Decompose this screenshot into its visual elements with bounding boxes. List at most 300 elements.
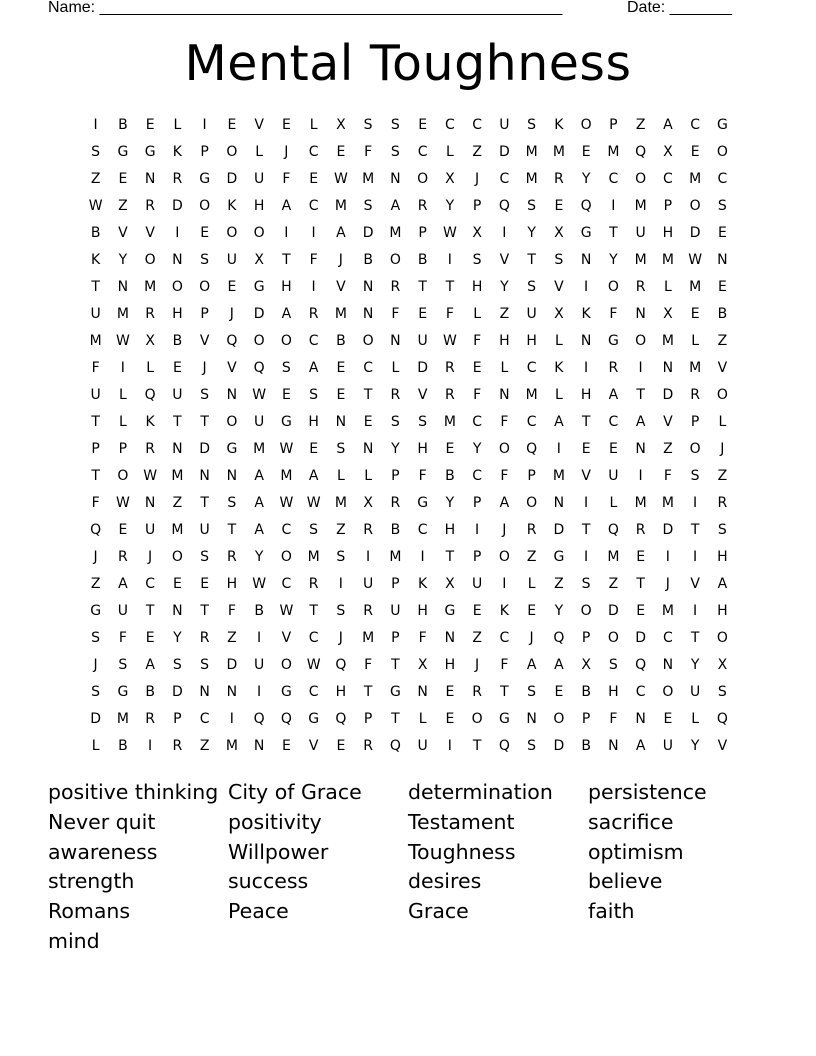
grid-letter: K [581, 306, 591, 322]
grid-letter: S [527, 198, 537, 214]
grid-letter: H [253, 198, 265, 214]
grid-letter: O [117, 468, 129, 484]
word-search-grid [82, 112, 736, 760]
grid-letter: O [716, 630, 728, 646]
grid-letter: C [281, 576, 292, 592]
grid-letter: I [447, 738, 452, 754]
grid-letter: E [145, 117, 155, 133]
grid-letter: S [390, 414, 400, 430]
grid-letter: G [498, 711, 510, 727]
grid-letter: W [115, 495, 130, 511]
grid-letter: Q [389, 738, 401, 754]
grid-letter: P [609, 117, 618, 133]
grid-letter: G [117, 144, 129, 160]
word-list-item: mind [48, 928, 100, 953]
grid-row [82, 652, 736, 679]
grid-letter: S [200, 657, 210, 673]
grid-letter: B [172, 333, 183, 349]
grid-letter: L [527, 576, 536, 592]
grid-letter: F [500, 657, 509, 673]
grid-letter: U [172, 387, 183, 403]
grid-letter: L [500, 360, 509, 376]
grid-letter: P [690, 414, 700, 430]
grid-letter: E [554, 198, 564, 214]
grid-letter: I [638, 468, 643, 484]
grid-letter: Y [500, 279, 509, 295]
grid-letter: V [581, 468, 591, 484]
grid-letter: Y [690, 657, 700, 673]
grid-letter: B [581, 684, 591, 700]
grid-letter: B [90, 225, 101, 241]
grid-letter: A [254, 495, 264, 511]
grid-letter: W [306, 495, 321, 511]
grid-letter: M [634, 252, 647, 268]
word-list-item: strength [48, 869, 135, 894]
grid-letter: M [116, 711, 129, 727]
word-list-item: success [228, 869, 309, 894]
grid-letter: R [172, 171, 183, 187]
grid-letter: I [665, 549, 670, 565]
grid-letter: O [171, 279, 183, 295]
grid-letter: R [363, 522, 373, 538]
grid-letter: V [281, 630, 292, 646]
grid-letter: V [254, 117, 264, 133]
grid-letter: E [472, 360, 482, 376]
grid-letter: L [718, 414, 727, 430]
grid-letter: P [118, 441, 128, 457]
grid-letter: S [227, 495, 237, 511]
grid-letter: C [444, 117, 455, 133]
grid-letter: G [280, 414, 292, 430]
header [48, 0, 748, 20]
grid-letter: O [635, 333, 647, 349]
grid-letter: R [635, 279, 646, 295]
grid-letter: O [689, 198, 701, 214]
grid-letter: W [688, 252, 703, 268]
grid-letter: T [581, 414, 591, 430]
grid-letter: T [609, 225, 618, 241]
grid-letter: P [200, 144, 209, 160]
grid-letter: R [172, 738, 183, 754]
grid-letter: N [662, 657, 674, 673]
grid-letter: Q [635, 144, 647, 160]
grid-letter: M [171, 522, 184, 538]
grid-letter: D [689, 225, 701, 241]
grid-letter: X [445, 171, 455, 187]
grid-letter: G [553, 549, 565, 565]
grid-letter: A [635, 738, 646, 754]
grid-letter: J [502, 522, 507, 538]
grid-letter: R [390, 495, 401, 511]
grid-letter: E [608, 441, 618, 457]
grid-letter: U [199, 522, 210, 538]
grid-letter: R [145, 711, 155, 727]
grid-letter: Z [199, 738, 210, 754]
grid-row [82, 139, 736, 166]
grid-letter: F [500, 468, 509, 484]
grid-letter: M [661, 603, 674, 619]
grid-row [82, 301, 736, 328]
grid-letter: U [417, 738, 428, 754]
grid-letter: C [717, 171, 728, 187]
grid-letter: I [311, 279, 316, 295]
grid-letter: N [635, 306, 646, 322]
grid-letter: N [117, 279, 129, 295]
grid-letter: R [145, 198, 155, 214]
grid-letter: Y [254, 549, 264, 565]
grid-letter: K [418, 576, 428, 592]
grid-row [82, 598, 736, 625]
grid-letter: K [499, 603, 509, 619]
grid-letter: V [690, 576, 700, 592]
grid-letter: T [309, 603, 318, 619]
grid-letter: C [662, 630, 673, 646]
grid-letter: I [202, 117, 207, 133]
grid-letter: I [229, 711, 234, 727]
grid-letter: T [391, 657, 400, 673]
grid-letter: M [525, 171, 538, 187]
grid-letter: B [390, 522, 401, 538]
grid-letter: L [609, 495, 618, 511]
grid-letter: L [445, 144, 454, 160]
grid-letter: R [717, 495, 728, 511]
grid-letter: T [91, 279, 100, 295]
grid-letter: I [175, 225, 180, 241]
grid-letter: I [584, 279, 589, 295]
grid-letter: N [390, 333, 401, 349]
grid-letter: E [172, 576, 182, 592]
grid-letter: R [118, 549, 128, 565]
grid-letter: E [418, 117, 428, 133]
grid-letter: M [171, 468, 184, 484]
grid-letter: Z [717, 468, 728, 484]
grid-letter: U [90, 306, 101, 322]
grid-letter: N [226, 387, 238, 403]
grid-letter: G [117, 684, 129, 700]
grid-letter: E [145, 630, 155, 646]
grid-letter: E [636, 603, 646, 619]
grid-letter: K [554, 360, 564, 376]
grid-letter: U [690, 684, 701, 700]
grid-letter: C [662, 171, 673, 187]
grid-letter: O [471, 711, 483, 727]
grid-letter: S [336, 441, 346, 457]
grid-letter: L [418, 711, 427, 727]
grid-letter: D [253, 306, 265, 322]
grid-letter: Z [499, 306, 510, 322]
grid-letter: D [171, 198, 183, 214]
grid-letter: M [89, 333, 102, 349]
grid-letter: I [284, 225, 289, 241]
grid-letter: E [690, 144, 700, 160]
grid-row [82, 571, 736, 598]
grid-letter: T [445, 279, 455, 295]
grid-letter: R [608, 360, 619, 376]
grid-letter: O [607, 279, 619, 295]
grid-letter: Y [581, 171, 591, 187]
grid-row [82, 544, 736, 571]
grid-letter: M [525, 144, 538, 160]
grid-letter: I [584, 495, 589, 511]
grid-letter: N [226, 684, 238, 700]
grid-letter: S [717, 198, 727, 214]
grid-letter: I [148, 738, 153, 754]
grid-letter: J [475, 657, 480, 673]
grid-letter: L [554, 333, 563, 349]
grid-letter: F [91, 495, 100, 511]
grid-letter: M [525, 387, 538, 403]
grid-letter: E [527, 603, 537, 619]
grid-letter: E [690, 306, 700, 322]
grid-letter: X [363, 495, 373, 511]
grid-letter: O [280, 657, 292, 673]
grid-letter: Z [608, 576, 619, 592]
grid-letter: O [362, 333, 374, 349]
grid-letter: W [442, 333, 457, 349]
grid-letter: E [663, 711, 673, 727]
word-list-item: awareness [48, 839, 158, 864]
grid-letter: M [225, 738, 238, 754]
grid-letter: O [716, 144, 728, 160]
grid-letter: N [362, 279, 374, 295]
grid-letter: G [580, 225, 592, 241]
grid-letter: B [445, 468, 455, 484]
grid-letter: Q [144, 387, 156, 403]
grid-letter: E [336, 738, 346, 754]
grid-letter: C [199, 711, 210, 727]
grid-letter: P [527, 468, 536, 484]
grid-letter: T [227, 522, 237, 538]
grid-letter: E [172, 360, 182, 376]
grid-letter: Z [554, 576, 564, 592]
grid-letter: E [336, 360, 346, 376]
grid-letter: E [554, 684, 564, 700]
grid-letter: N [580, 252, 592, 268]
grid-letter: U [254, 171, 265, 187]
grid-letter: H [335, 684, 347, 700]
grid-letter: E [636, 549, 646, 565]
grid-letter: F [418, 630, 427, 646]
grid-letter: L [255, 144, 264, 160]
name-field-label: Name: ____________________________________________________ [48, 0, 563, 16]
grid-letter: N [390, 171, 401, 187]
grid-letter: Q [716, 711, 728, 727]
grid-letter: T [173, 414, 182, 430]
grid-letter: R [390, 279, 401, 295]
grid-letter: Z [227, 630, 237, 646]
grid-letter: D [199, 441, 211, 457]
grid-letter: F [364, 144, 373, 160]
grid-letter: H [444, 522, 456, 538]
grid-letter: M [389, 225, 402, 241]
grid-letter: C [499, 630, 510, 646]
grid-letter: H [444, 657, 456, 673]
grid-letter: I [475, 522, 480, 538]
grid-letter: S [390, 117, 400, 133]
word-list-item: Toughness [408, 839, 516, 864]
grid-letter: S [363, 198, 373, 214]
grid-letter: N [226, 468, 238, 484]
grid-letter: F [91, 360, 100, 376]
grid-letter: D [662, 387, 674, 403]
grid-letter: Q [635, 657, 647, 673]
grid-letter: C [499, 171, 510, 187]
grid-letter: X [336, 117, 346, 133]
grid-letter: U [635, 225, 646, 241]
grid-letter: Z [635, 117, 646, 133]
grid-letter: M [280, 468, 293, 484]
grid-letter: J [529, 630, 534, 646]
grid-letter: J [338, 630, 343, 646]
grid-letter: N [608, 738, 619, 754]
grid-letter: V [336, 279, 346, 295]
grid-letter: R [363, 603, 373, 619]
grid-letter: A [390, 198, 401, 214]
grid-letter: T [363, 387, 373, 403]
word-list-item: positive thinking [48, 780, 219, 804]
word-list-item: Peace [228, 899, 289, 924]
grid-letter: G [444, 603, 456, 619]
grid-letter: M [362, 630, 375, 646]
grid-row [82, 436, 736, 463]
grid-letter: I [584, 549, 589, 565]
grid-letter: O [498, 441, 510, 457]
grid-letter: S [309, 387, 319, 403]
grid-letter: M [307, 549, 320, 565]
grid-letter: T [636, 387, 645, 403]
grid-letter: G [280, 684, 292, 700]
grid-letter: U [254, 657, 265, 673]
grid-letter: L [691, 711, 700, 727]
grid-letter: T [200, 495, 209, 511]
grid-row [82, 193, 736, 220]
grid-letter: N [499, 387, 510, 403]
grid-letter: E [281, 738, 291, 754]
grid-letter: X [472, 225, 482, 241]
grid-letter: H [717, 549, 728, 565]
grid-row [82, 517, 736, 544]
grid-letter: S [527, 279, 537, 295]
grid-letter: N [526, 711, 537, 727]
grid-letter: J [284, 144, 289, 160]
grid-letter: R [445, 360, 455, 376]
grid-letter: W [333, 171, 348, 187]
grid-letter: H [526, 333, 537, 349]
grid-letter: N [172, 252, 183, 268]
grid-letter: R [472, 684, 482, 700]
grid-letter: V [417, 387, 428, 403]
grid-letter: O [280, 333, 292, 349]
grid-letter: P [581, 711, 591, 727]
grid-letter: O [226, 144, 238, 160]
grid-row [82, 220, 736, 247]
grid-letter: X [717, 657, 728, 673]
grid-letter: V [199, 333, 210, 349]
grid-letter: K [227, 198, 237, 214]
word-list-item: desires [408, 869, 482, 894]
grid-letter: M [116, 306, 129, 322]
grid-letter: U [472, 576, 483, 592]
word-list-item: Romans [48, 899, 131, 924]
grid-letter: V [145, 225, 155, 241]
grid-letter: K [91, 252, 101, 268]
grid-letter: S [309, 522, 319, 538]
grid-letter: C [472, 117, 483, 133]
grid-letter: Q [335, 711, 347, 727]
grid-letter: C [281, 522, 292, 538]
grid-letter: T [145, 603, 155, 619]
grid-letter: N [635, 711, 646, 727]
grid-letter: S [200, 549, 210, 565]
grid-letter: Y [690, 738, 700, 754]
grid-letter: H [471, 279, 483, 295]
grid-letter: E [336, 387, 346, 403]
grid-letter: T [690, 630, 700, 646]
grid-letter: G [226, 441, 238, 457]
grid-letter: T [391, 711, 400, 727]
grid-letter: X [554, 306, 564, 322]
grid-letter: V [554, 279, 564, 295]
grid-letter: R [145, 306, 155, 322]
grid-letter: R [635, 522, 646, 538]
grid-letter: E [445, 441, 455, 457]
grid-letter: C [526, 360, 537, 376]
grid-letter: C [690, 117, 701, 133]
grid-letter: A [526, 657, 537, 673]
grid-letter: T [282, 252, 291, 268]
grid-letter: A [499, 495, 510, 511]
grid-letter: P [663, 198, 673, 214]
grid-letter: C [308, 333, 319, 349]
grid-letter: B [118, 117, 128, 133]
grid-letter: K [554, 117, 564, 133]
grid-letter: N [362, 441, 374, 457]
grid-letter: N [444, 630, 456, 646]
grid-letter: J [720, 441, 725, 457]
grid-letter: E [281, 117, 291, 133]
grid-letter: Z [172, 495, 183, 511]
grid-letter: D [417, 360, 429, 376]
word-list-item: City of Grace [228, 780, 362, 804]
grid-letter: G [253, 279, 265, 295]
grid-letter: V [308, 738, 319, 754]
grid-letter: N [553, 495, 565, 511]
grid-letter: L [309, 117, 318, 133]
grid-letter: W [143, 468, 158, 484]
grid-letter: I [257, 630, 262, 646]
grid-letter: R [554, 171, 564, 187]
grid-letter: S [336, 603, 346, 619]
grid-letter: C [635, 684, 646, 700]
grid-letter: S [390, 144, 400, 160]
grid-letter: V [227, 360, 237, 376]
grid-letter: T [91, 414, 100, 430]
grid-letter: D [226, 657, 238, 673]
grid-letter: O [171, 549, 183, 565]
grid-letter: U [145, 522, 156, 538]
grid-letter: G [199, 171, 211, 187]
grid-letter: O [389, 252, 401, 268]
grid-letter: P [472, 198, 482, 214]
grid-letter: H [281, 279, 292, 295]
grid-letter: V [118, 225, 128, 241]
grid-letter: X [417, 657, 428, 673]
grid-letter: Y [527, 225, 536, 241]
grid-letter: O [226, 414, 238, 430]
grid-letter: T [690, 522, 700, 538]
grid-letter: S [418, 414, 428, 430]
grid-letter: B [145, 684, 155, 700]
